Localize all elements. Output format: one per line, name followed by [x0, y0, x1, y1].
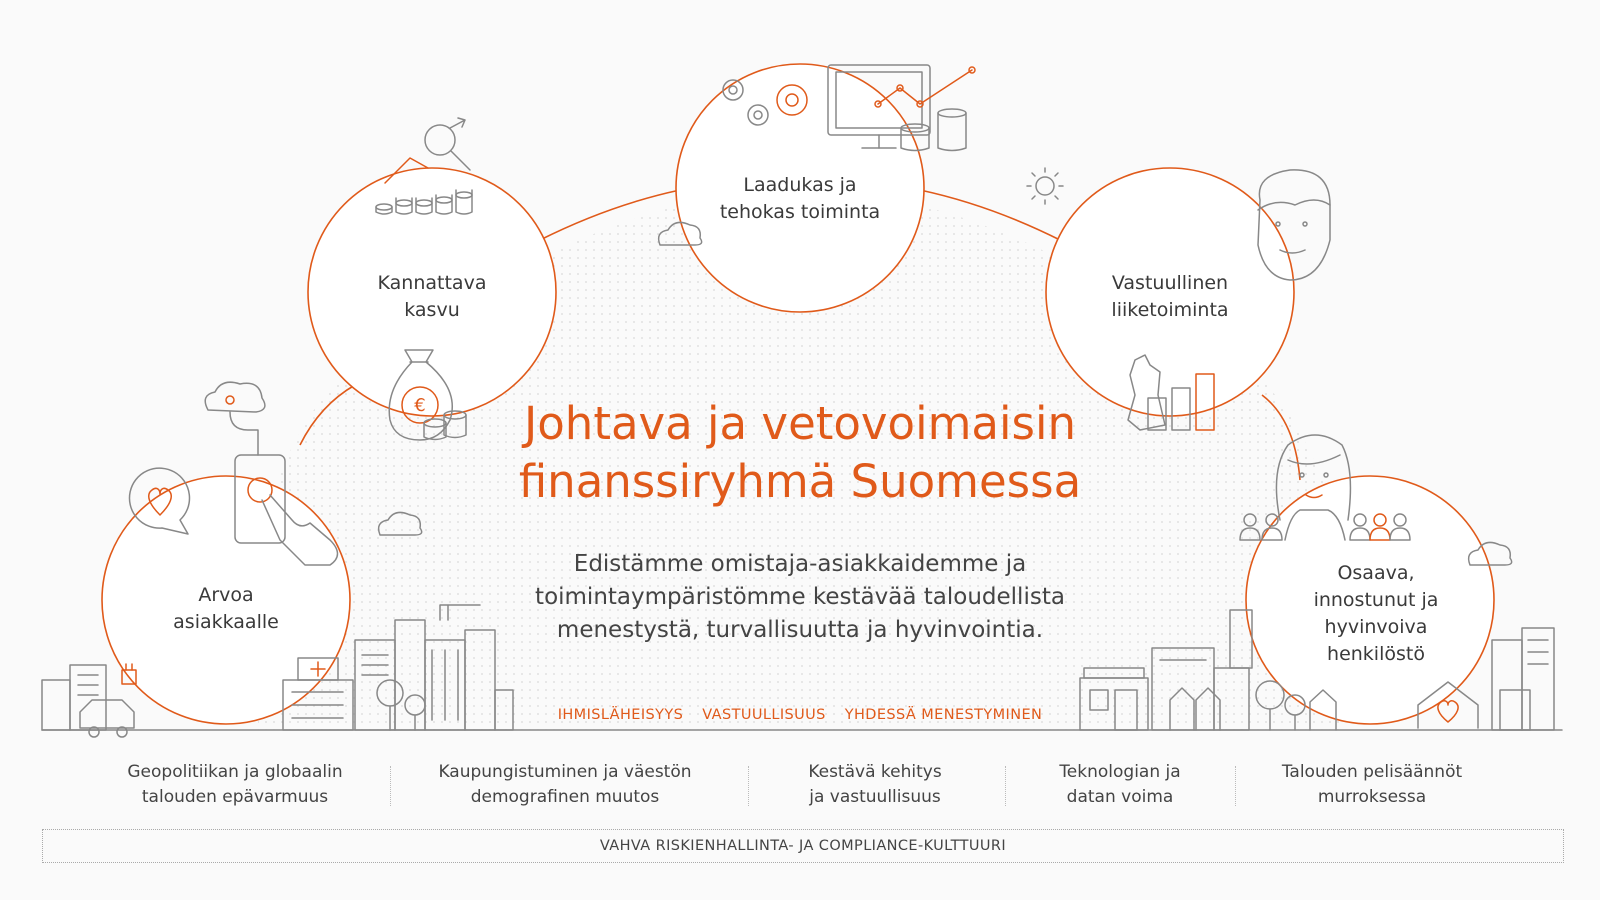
trend-talouden-pelisaannot	[1262, 760, 1482, 810]
title-line: finanssiryhmä Suomessa	[518, 455, 1082, 508]
trend-line: demografinen muutos	[470, 787, 660, 807]
trend-kestava-kehitys	[780, 760, 970, 810]
circle-label-line: Osaava,	[1337, 562, 1415, 584]
circle-label-line: tehokas toiminta	[719, 201, 881, 223]
trend-divider	[748, 766, 749, 806]
trend-divider	[390, 766, 391, 806]
trend-line: Talouden pelisäännöt	[1281, 762, 1463, 782]
trend-line: Kestävä kehitys	[808, 762, 942, 782]
title-line: Johtava ja vetovoimaisin	[524, 397, 1076, 450]
sun-icon	[1027, 168, 1063, 204]
trend-kaupungistuminen	[415, 760, 715, 810]
circle-label-line: kasvu	[404, 299, 460, 321]
value-ihmislaheisyys: IHMISLÄHEISYYS	[557, 707, 684, 723]
trend-line: Geopolitiikan ja globaalin	[127, 762, 343, 782]
circle-label-line: Arvoa	[198, 584, 254, 606]
euro-icon: €	[414, 395, 426, 416]
circle-label-line: Vastuullinen	[1111, 272, 1229, 294]
trend-line: ja vastuullisuus	[809, 787, 941, 807]
circle-label-kannattava-kasvu	[352, 270, 512, 324]
value-vastuullisuus: VASTUULLISUUS	[702, 707, 826, 723]
circle-label-vastuullinen-liiketoiminta	[1090, 270, 1250, 324]
trend-line: talouden epävarmuus	[141, 787, 329, 807]
circle-label-line: asiakkaalle	[173, 611, 279, 633]
mission-line: toimintaympäristömme kestävää taloudellista	[535, 584, 1065, 610]
circle-label-line: innostunut ja	[1313, 589, 1439, 611]
circle-label-line: Kannattava	[377, 272, 487, 294]
trend-line: Teknologian ja	[1059, 762, 1181, 782]
trend-geopolitiikka	[100, 760, 370, 810]
circle-label-arvoa-asiakkaalle	[146, 582, 306, 636]
trend-divider	[1005, 766, 1006, 806]
car-icon	[80, 700, 134, 737]
mission-line: Edistämme omistaja-asiakkaidemme ja	[573, 551, 1027, 577]
trend-line: datan voima	[1066, 787, 1174, 807]
trend-teknologia	[1030, 760, 1210, 810]
footer-band: VAHVA RISKIENHALLINTA- JA COMPLIANCE-KULTTUURI	[42, 829, 1564, 863]
circle-label-line: hyvinvoiva	[1324, 616, 1428, 638]
circle-label-line: Laadukas ja	[743, 174, 857, 196]
circle-label-laadukas-toiminta	[700, 172, 900, 226]
values-row	[520, 707, 1080, 723]
mission-text	[500, 548, 1100, 647]
circle-label-line: henkilöstö	[1327, 643, 1425, 665]
circle-label-line: liiketoiminta	[1111, 299, 1229, 321]
mission-line: menestystä, turvallisuutta ja hyvinvointia.	[556, 617, 1044, 643]
trend-divider	[1235, 766, 1236, 806]
trend-line: Kaupungistuminen ja väestön	[438, 762, 692, 782]
trend-line: murroksessa	[1317, 787, 1427, 807]
page-title	[480, 395, 1120, 511]
value-yhdessa-menestyminen: YHDESSÄ MENESTYMINEN	[844, 707, 1043, 723]
circle-label-osaava-henkilosto	[1296, 560, 1456, 668]
